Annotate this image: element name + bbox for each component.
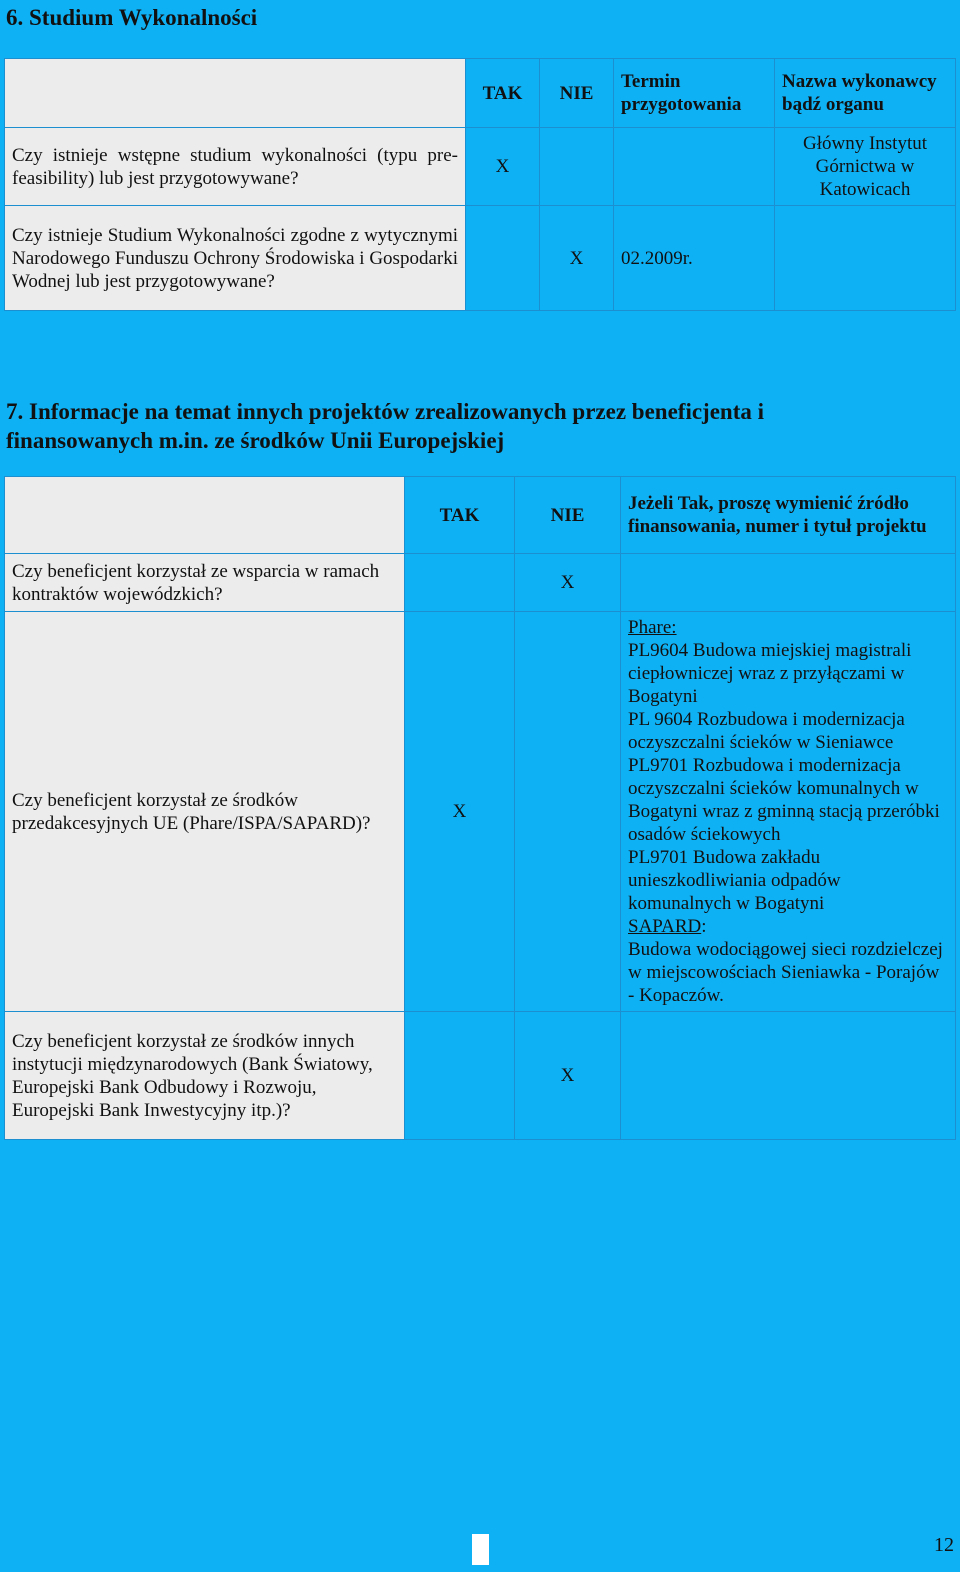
answer-termin: 02.2009r. <box>614 206 775 311</box>
question-regional-contracts: Czy beneficjent korzystał ze wsparcia w ramach kontraktów wojewódzkich? <box>5 554 405 612</box>
answer-nie: X <box>515 1012 621 1140</box>
answer-nazwa: Główny Instytut Górnictwa w Katowicach <box>775 128 956 206</box>
sapard-project-item: Budowa wodociągowej sieci rozdzielczej w miejscowościach Sieniawka - Porajów - Kopaczów. <box>628 939 943 1006</box>
phare-project-item: PL9701 Rozbudowa i modernizacja oczyszczalni ścieków komunalnych w Bogatyni wraz z gminną stacją przeróbki osadów ściekowych <box>628 755 940 845</box>
header-nie: NIE <box>540 59 614 128</box>
table-header-empty <box>5 477 405 554</box>
answer-tak: X <box>466 128 540 206</box>
section-6-heading: 6. Studium Wykonalności <box>6 5 258 30</box>
phare-label: Phare: <box>628 617 677 638</box>
phare-project-item: PL 9604 Rozbudowa i modernizacja oczyszczalni ścieków w Sieniawce <box>628 709 905 753</box>
answer-tak <box>466 206 540 311</box>
answer-nie: X <box>515 554 621 612</box>
question-prefeasibility: Czy istnieje wstępne studium wykonalności (typu pre-feasibility) lub jest przygotowywane? <box>5 128 466 206</box>
answer-termin <box>614 128 775 206</box>
sapard-colon: : <box>701 916 707 937</box>
phare-project-item: PL9604 Budowa miejskiej magistrali ciepłowniczej wraz z przyłączami w Bogatyni <box>628 640 912 707</box>
preaccession-projects-list <box>621 612 956 1012</box>
answer-tak: X <box>405 612 515 1012</box>
answer-tak <box>405 554 515 612</box>
header-tak: TAK <box>466 59 540 128</box>
header-nazwa: Nazwa wykonawcy bądź organu <box>775 59 956 128</box>
answer-info <box>621 554 956 612</box>
header-tak: TAK <box>405 477 515 554</box>
question-feasibility-study: Czy istnieje Studium Wykonalności zgodne z wytycznymi Narodowego Funduszu Ochrony Środowiska i Gospodarki Wodnej lub jest przygotowywane? <box>5 206 466 311</box>
answer-nie <box>515 612 621 1012</box>
question-preaccession-funds: Czy beneficjent korzystał ze środków przedakcesyjnych UE (Phare/ISPA/SAPARD)? <box>5 612 405 1012</box>
header-termin: Termin przygotowania <box>614 59 775 128</box>
answer-nie: X <box>540 206 614 311</box>
answer-nie <box>540 128 614 206</box>
sapard-label-line <box>628 915 948 938</box>
header-info: Jeżeli Tak, proszę wymienić źródło finansowania, numer i tytuł projektu <box>621 477 956 554</box>
feasibility-study-table <box>4 58 956 311</box>
answer-info <box>621 1012 956 1140</box>
answer-nazwa <box>775 206 956 311</box>
text-cursor-mark <box>472 1534 489 1565</box>
eu-projects-table <box>4 476 956 1140</box>
phare-project-item: PL9701 Budowa zakładu unieszkodliwiania odpadów komunalnych w Bogatyni <box>628 847 841 914</box>
header-nie: NIE <box>515 477 621 554</box>
sapard-label: SAPARD <box>628 916 702 937</box>
page-number: 12 <box>934 1534 954 1556</box>
table-header-empty <box>5 59 466 128</box>
answer-tak <box>405 1012 515 1140</box>
section-7-heading: 7. Informacje na temat innych projektów zrealizowanych przez beneficjenta i finansowanych m.in. ze środków Unii Europejskiej <box>6 399 765 453</box>
question-international-institutions: Czy beneficjent korzystał ze środków innych instytucji międzynarodowych (Bank Światowy, Europejski Bank Odbudowy i Rozwoju, Europejski Bank Inwestycyjny itp.)? <box>5 1012 405 1140</box>
